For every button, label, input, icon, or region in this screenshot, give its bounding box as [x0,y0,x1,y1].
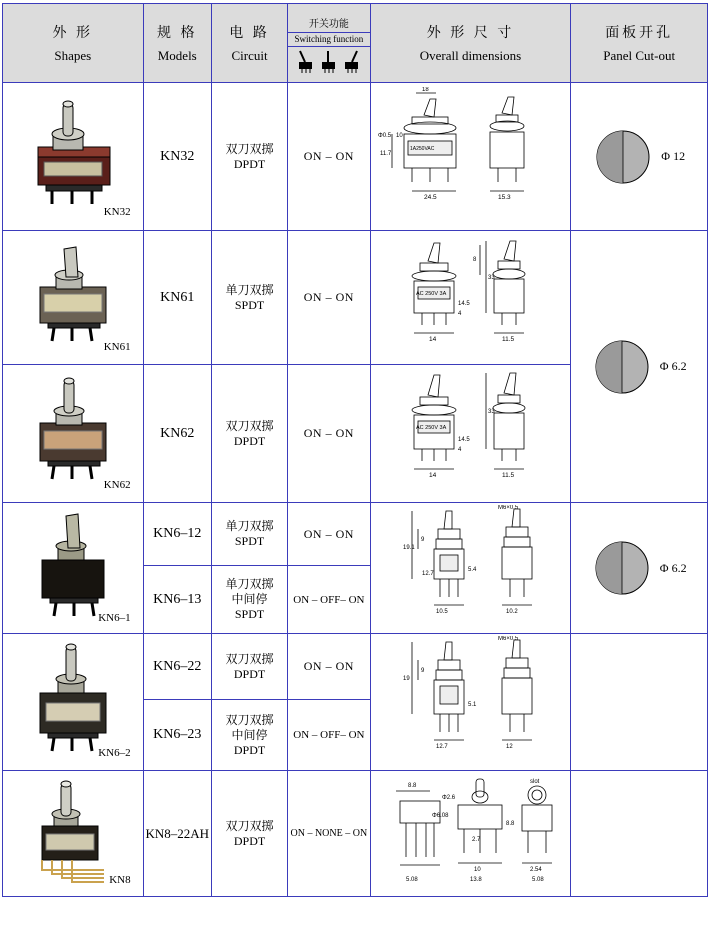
header-switching-function-en: Switching function [288,33,369,47]
dim-label: 8 [473,256,477,263]
dimension-cell-kn8 [370,771,571,897]
table-header-row [3,4,708,83]
table-row [3,503,708,566]
dim-label: M6×0.5 [498,636,519,642]
dim-label: 5.1 [468,702,477,708]
shape-image-kn62 [3,373,143,495]
panel-cutout-icon [592,538,652,598]
dim-label: AC 250V 3A [416,424,447,431]
dim-label: 33 [488,274,496,281]
circuit-cell [211,83,287,231]
dim-label: M6×0.5 [498,505,519,511]
dim-label: 8.8 [408,782,417,789]
shape-label: KN32 [103,205,131,218]
dim-label: 18 [422,86,430,93]
shape-image-kn6-1 [3,508,143,628]
header-circuit [211,4,287,83]
slot-label: slot [530,778,540,785]
dim-label: 10.5 [436,609,449,615]
circuit-cn: 单刀双掷 [225,282,274,297]
header-cutout-en: Panel Cut-out [603,48,676,63]
dim-label: 33 [488,408,496,415]
circuit-cn: 单刀双掷 [225,577,274,592]
switch-spec-table [2,3,708,897]
function-cell: ON – ON [288,503,370,566]
header-shapes [3,4,144,83]
dim-label: 10 [474,866,482,873]
dim-label: 10 [396,132,404,139]
dim-label: AC 250V 3A [416,290,447,297]
dim-label: 5.4 [468,567,477,573]
circuit-en: SPDT [234,607,265,622]
dim-label: Φ2.6 [442,794,456,801]
circuit-cell [211,771,287,897]
model-cell: KN8–22AH [143,771,211,897]
dim-label: 5.08 [406,876,419,883]
header-overall-dimensions [370,4,571,83]
dim-label: 4 [458,310,462,317]
dimension-cell-kn6-1 [370,503,571,634]
kn32-drawing [8,92,138,222]
panel-cutout-icon [593,127,653,187]
dim-label: 8.8 [506,820,515,827]
kn6-1-dimension-drawing [372,505,568,631]
switch-position-icons [288,47,369,75]
circuit-en: DPDT [233,433,266,448]
shape-label: KN8 [109,873,131,886]
function-cell: ON – ON [288,231,370,365]
function-cell: ON – ON [288,365,370,503]
function-cell: ON – ON [288,634,370,700]
circuit-en: SPDT [234,534,265,549]
shape-image-kn6-2 [3,641,143,763]
circuit-en: DPDT [233,156,266,171]
shape-cell-kn6-1 [3,503,144,634]
kn62-drawing [8,373,138,495]
circuit-cn-2: 中间停 [231,592,268,607]
cutout-cell-kn6-2 [571,634,708,771]
kn62-dimension-drawing [372,369,568,499]
header-dimensions-cn: 外 形 尺 寸 [426,26,515,41]
dim-label: 1A250VAC [410,145,435,152]
model-cell: KN32 [143,83,211,231]
function-cell: ON – OFF– ON [288,700,370,771]
dim-label: 14 [429,471,437,479]
circuit-cn-2: 中间停 [231,727,268,742]
dimension-cell-kn6-2 [370,634,571,771]
shape-image-kn61 [3,239,143,357]
circuit-cell [211,231,287,365]
cutout-cell-kn6-1 [571,503,708,634]
dim-label: 19.1 [403,545,416,551]
dim-label: 2.54 [530,866,543,873]
header-dimensions-en: Overall dimensions [419,48,522,63]
kn32-dimension-drawing [372,87,568,227]
cutout-cell-kn8 [571,771,708,897]
shape-label: KN62 [103,478,131,491]
circuit-cn: 双刀双掷 [225,712,274,727]
circuit-cell [211,634,287,700]
circuit-cn: 单刀双掷 [225,519,274,534]
circuit-cell [211,503,287,566]
dim-label: Φ6.08 [432,812,449,819]
model-cell: KN6–22 [143,634,211,700]
circuit-en: SPDT [234,297,265,312]
dim-label: 2.7 [472,836,481,843]
kn6-1-drawing [8,508,138,628]
function-cell: ON – ON [288,83,370,231]
kn6-2-dimension-drawing [372,636,568,768]
header-switching-function [288,4,370,83]
model-cell: KN62 [143,365,211,503]
cutout-label: Φ 12 [661,149,686,163]
kn61-drawing [8,239,138,357]
shape-image-kn8 [3,778,143,890]
cutout-cell-kn61-kn62 [571,231,708,503]
dim-label: 9 [421,668,425,674]
dim-label: 14.5 [458,436,471,443]
circuit-cn: 双刀双掷 [225,818,274,833]
cutout-cell-kn32 [571,83,708,231]
header-models-en: Models [157,48,197,63]
dim-label: 24.5 [424,193,438,201]
dimension-cell-kn61 [370,231,571,365]
table-row [3,771,708,897]
dim-label: 4 [458,446,462,453]
circuit-en: DPDT [233,742,266,757]
header-shapes-en: Shapes [54,48,92,63]
kn61-dimension-drawing [372,235,568,361]
model-cell: KN6–23 [143,700,211,771]
dim-label: 9 [421,537,425,543]
dimension-cell-kn32 [370,83,571,231]
dim-label: Φ0.5 [378,132,392,139]
table-row [3,634,708,700]
dim-label: 12.7 [422,571,435,577]
dim-label: 5.08 [532,876,545,883]
dim-label: 10.2 [506,609,519,615]
dim-label: 14.5 [458,300,471,307]
dim-label: 14 [429,335,437,343]
shape-label: KN61 [103,340,131,353]
circuit-cell [211,365,287,503]
header-cutout-cn: 面板开孔 [605,26,674,41]
dim-label: 15.3 [498,193,512,201]
dim-label: 19 [403,676,411,682]
circuit-en: DPDT [233,666,266,681]
circuit-cell [211,566,287,634]
shape-cell-kn61 [3,231,144,365]
model-cell: KN61 [143,231,211,365]
dim-label: 12.7 [436,744,449,750]
model-cell: KN6–12 [143,503,211,566]
header-models [143,4,211,83]
header-shapes-cn: 外 形 [52,26,94,41]
cutout-label: Φ 6.2 [659,560,687,575]
circuit-cn: 双刀双掷 [225,651,274,666]
toggle-right-icon [342,48,362,74]
dimension-cell-kn62 [370,365,571,503]
toggle-left-icon [296,48,316,74]
dim-label: 12 [506,744,514,750]
model-cell: KN6–13 [143,566,211,634]
dim-label: 13.8 [470,876,483,883]
kn6-2-drawing [8,641,138,763]
panel-cutout-icon [592,337,652,397]
table-row [3,83,708,231]
shape-label: KN6–2 [98,747,131,759]
header-circuit-en: Circuit [231,48,268,63]
cutout-label: Φ 6.2 [659,359,687,373]
kn8-dimension-drawing [372,775,568,893]
circuit-cell [211,700,287,771]
shape-cell-kn8 [3,771,144,897]
function-cell: ON – OFF– ON [288,566,370,634]
toggle-center-icon [319,48,339,74]
dim-label: 11.5 [502,471,515,479]
shape-cell-kn32 [3,83,144,231]
shape-cell-kn62 [3,365,144,503]
shape-cell-kn6-2 [3,634,144,771]
circuit-cn: 双刀双掷 [225,418,274,433]
table-row [3,231,708,365]
circuit-cn: 双刀双掷 [225,141,274,156]
shape-label: KN6–1 [98,612,131,624]
header-models-cn: 规 格 [156,26,198,41]
header-switching-function-cn: 开关功能 [288,12,369,33]
dim-label: 11.5 [502,335,515,343]
function-cell: ON – NONE – ON [288,771,370,897]
shape-image-kn32 [3,92,143,222]
dim-label: 11.7 [380,150,392,157]
header-circuit-cn: 电 路 [229,26,270,41]
circuit-en: DPDT [233,833,266,848]
header-panel-cutout [571,4,708,83]
